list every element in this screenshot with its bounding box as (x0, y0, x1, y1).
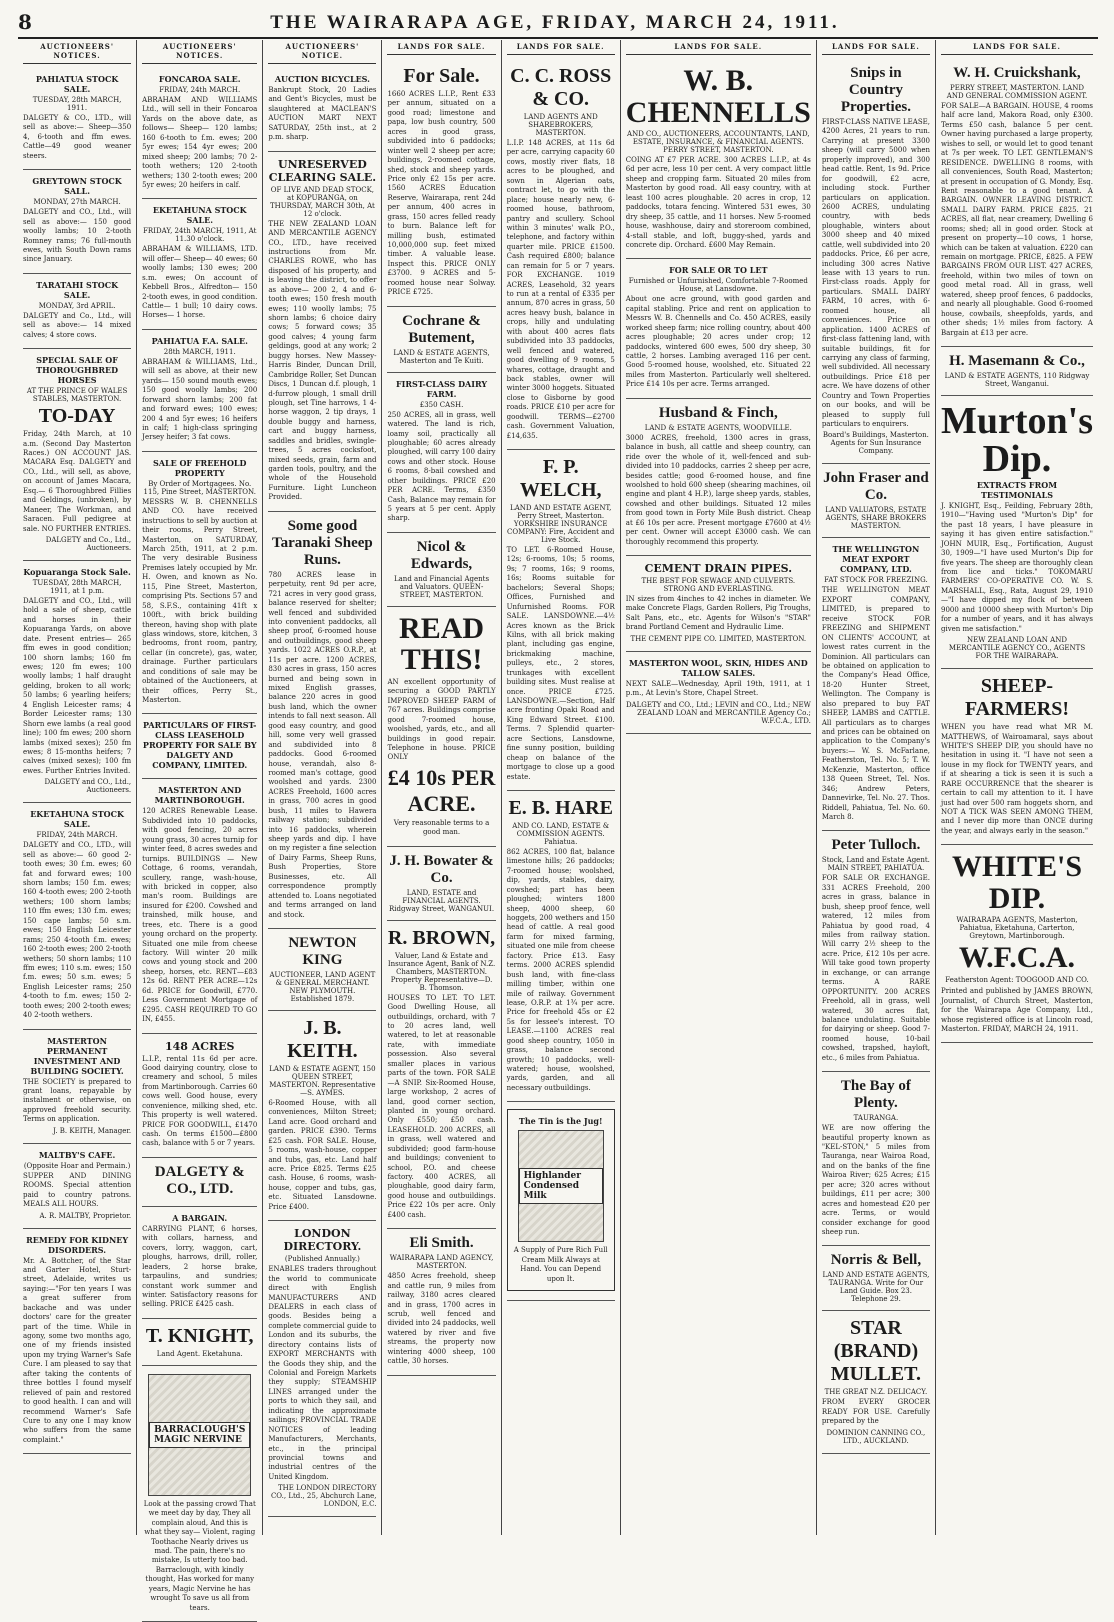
advert-body: 780 ACRES lease in perpetuity, rent 9d per acre, 721 acres in very good grass, balance reserved for shelter; well fenced and subdivided into convenient paddocks, all sheep proof, 6-roomed house and outbuildings, good sheep yards. 1022 ACRES O.R.P., at 11s per acre. 1200 ACRES, 830 acres in grass, 150 acres burned and being sown in mixed English grasses, balance 220 acres in good bush land, which the owner intends to fall next season. All good easy country, and good hill, some very well grassed and subdivided into 8 paddocks. Good 6-roomed house, verandah, also 8-roomed man's cottage, good woolshed and yards. 2300 ACRES Freehold, 1600 acres in grass, 700 acres in good bush, 11 miles to Hawera railway station; subdivided into 16 paddocks, wherein sheep yards and dip. I have on my register a fine selection of Dairy Farms, Sheep Runs, Bush Properties, Store Businesses, etc. All correspondence promptly attended to. Loans negotiated and terms arranged on land and stock. (268, 570, 377, 919)
advert-body: About one acre ground, with good garden and capital stabling. Price and rent on application to Messrs W. B. Chennells and Co. 450 ACRES, easily worked sheep farm; nice rolling country, about 400 acres ploughable; 20 acres under crop; 12 paddocks, wintered 600 ewes, 500 dry sheep, 30 cattle, 2 horses. Lambing averaged 116 per cent. Good 5-roomed house, woolshed, etc. Situated 22 miles from Masterton. Particularly well sheltered. Price £14 10s per acre. Terms arranged. (625, 295, 811, 389)
advert-title: READ THIS! (399, 611, 485, 677)
advert-title: T. KNIGHT, (145, 1324, 254, 1347)
advert-title: Some good Taranaki Sheep Runs. (272, 517, 373, 568)
advert-subtitle: AND CO. LAND, ESTATE & COMMISSION AGENTS. Pahiatua. (512, 821, 610, 846)
advert-title: R. BROWN, (387, 926, 496, 949)
advert (23, 1229, 131, 1455)
advert-signature: THE CEMENT PIPE CO. LIMITED, MASTERTON. (630, 634, 807, 643)
masthead (18, 12, 1098, 39)
advert-subtitle: £350 CASH. (419, 400, 464, 409)
advert-subtitle: AT THE PRINCE OF WALES STABLES, MASTERTON. (26, 387, 128, 404)
advert-subtitle: Valuer, Land & Estate and Insurance Agent, Bank of N.Z. Chambers, MASTERTON. Property Representative—D. B. Thomson. (387, 951, 496, 992)
advert-title: W. B. CHENNELLS (625, 64, 811, 129)
advert-body: J. KNIGHT, Esq., Feilding, February 28th, 1910—"Having used "Murton's Dip" for the past 18 years, I have pleasure in saying it has given entire satisfaction." JOHN MUIR, Esq., Fortification, August 30, 1909—"I have used Murton's Dip for five years. The sheep are thoroughly clean from lice and ticks." TOKOMARU FARMERS' CO-OPERATIVE CO. W. S. MARSHALL, Esq., Rata, August 29, 1910—"I have dipped my flock of between 9000 and 10000 sheep with Murton's Dip for a number of years, and it has always given me satisfaction." (940, 501, 1093, 633)
advert-body: TO LET. 6-Roomed House, 12s; 6-rooms, 10s; 5 rooms, 9s; 7 rooms, 16s; 9 rooms, 16s; Rooms suitable for bachelors; Several Shops; Offices, Furnished and Unfurnished Rooms. FOR SALE. LANSDOWNE.—4½ Acres known as the Brick Kilns, with all brick making plant, including gas engine, brickmaking machine, pulleys, etc., 2 stores, trunkages with excellent building sites. Must realise at once. PRICE £725. LANSDOWNE.—Section, Half acre fronting Opaki Road and King Edward Street. £100. Terms. 7 Splendid quarter-acre Sections, Lansdowne, fine sunny position, building cheap on balance of the mortgage to close up a good estate. (506, 546, 615, 781)
advert-body: WE are now offering the beautiful property known as "KEL-STON," 5 miles from Tauranga, near Wairoa Road, and on the banks of the fine Wairoa River; 625 Acres; £15 per acre; 320 acres without buildings, £11 per acre; 300 acres and homestead £20 per acre. Terms, or would consider exchange for good sheep run. (821, 1124, 930, 1236)
advert-title: MALTBY'S CAFE. (38, 1149, 116, 1160)
imprint: Printed and published by JAMES BROWN, Journalist, of Church Street, Masterton, for the Wairarapa Age Company, Ltd., whose registered office is at Lincoln road, Masterton. FRIDAY, MARCH 24, 1911. (940, 987, 1093, 1033)
column-2 (137, 40, 263, 1612)
advert-title: Murton's Dip. (940, 399, 1093, 480)
illustration (148, 1374, 251, 1496)
advert-signature: THE LONDON DIRECTORY CO., Ltd., 25, Abchurch Lane, LONDON, E.C. (270, 1484, 377, 1509)
advert (23, 349, 131, 561)
advert (507, 450, 615, 791)
advert (387, 607, 495, 847)
advert (23, 561, 131, 803)
advert-title: EKETAHUNA STOCK SALE. (152, 205, 247, 226)
advert-title: STAR (BRAND) MULLET. (830, 1317, 921, 1386)
brand-name: Highlander Condensed Milk (519, 1168, 603, 1204)
advert (268, 1011, 376, 1221)
advert-subtitle: 28th MARCH, 1911. (163, 347, 236, 356)
advert-title: J. B. KEITH. (287, 1016, 358, 1062)
advert-subtitle: MONDAY, 3rd APRIL. (38, 301, 116, 310)
advert (626, 652, 811, 734)
advert-body: FOR SALE—A BARGAIN. HOUSE, 4 rooms half acre land, Makora Road, only £300. Terms £50 cash, balance 5 per cent. Owner having purchased a large property, wishes to sell, or would let to good tenant at 7s per week. TO LET. GENTLEMAN'S RESIDENCE. DWELLING 8 rooms, with all conveniences, South Road, Masterton; at present in occupation of G. Mondy, Esq. Rent reasonable to a good tenant. A BARGAIN. OWNER LEAVING DISTRICT. SMALL DAIRY FARM. PRICE £825. 21 ACRES, all flat, near creamery, Dwelling 6 rooms; shed; all in good order. Stock at present on property—10 cows, 1 horse, which can be taken at valuation. £220 can remain on mortgage. PRICE, £825. A FEW BARGAINS FROM OUR LIST. 427 ACRES, freehold, within two miles of town on good metal road. All in grass, well watered, sheep proof fences, 6 paddocks, and nearly all ploughable. Good 6-roomed house, cowbails, sheepfolds, yards, and other sheds; 1½ miles from factory. A Bargain at £13 per acre. (940, 102, 1093, 337)
advert (626, 259, 811, 398)
advert-subtitle: TAURANGA. (853, 1114, 899, 1123)
advert (142, 714, 257, 779)
advert-title: REMEDY FOR KIDNEY DISORDERS. (26, 1234, 129, 1255)
advert-subtitle: TUESDAY, 28th MARCH, 1911, at 1 p.m. (32, 578, 122, 595)
advert-title: PAHIATUA STOCK SALE. (35, 74, 119, 94)
advert-body: ENABLES traders throughout the world to communicate direct with English MANUFACTURERS AND DEALERS in each class of goods. Besides being a complete commercial guide to London and its suburbs, the directory contains lists of EXPORT MERCHANTS with the Goods they ship, and the Colonial and Foreign Markets they supply; STEAMSHIP LINES arranged under the ports to which they sail, and indicating the approximate sailings; PROVINCIAL TRADE NOTICES of leading Manufacturers, Merchants, etc., in the principal provincial towns and industrial centres of the United Kingdom. (268, 1265, 377, 1481)
advert-body: A Supply of Pure Rich Full Cream Milk Always at Hand. You can Depend upon It. (513, 1246, 608, 1283)
advert-title: Husband & Finch, (658, 404, 778, 421)
advert-title: PAHIATUA F.A. SALE. (151, 335, 248, 346)
advert-subtitle: Land Agent. Eketahuna. (156, 1349, 243, 1358)
advert-body: AN excellent opportunity of securing a GOOD PARTLY IMPROVED SHEEP FARM of 767 acres. Buildings comprise good 7-roomed house, woolshed, yards, etc., and all buildings in good repair. Telephone in house. PRICE ONLY (387, 677, 496, 762)
advert-title: Peter Tulloch. (831, 837, 921, 854)
advert-body: L.I.P., rental 11s 6d per acre. Good dairying country, close to creamery and school, 5 miles from Martinborough. Carries 60 cows well. Good house, every convenience, milking shed, etc. This property is well watered. PRICE FOR GOODWILL, £1470 cash. On terms £1500—£800 cash, balance with 5 or 7 years. (142, 1054, 258, 1148)
advert (822, 1246, 930, 1311)
advert-title: A BARGAIN. (172, 1212, 228, 1223)
advert-body: ABRAHAM & WILLIAMS, LTD. will offer— Sheep— 40 ewes; 60 woolly lambs; 130 ewes; 200 s.m. ewes; On account of Kebbell Bros., Alfredton— 150 2-tooth ewes, in good condition. Cattle— 1 bull; 10 dairy cows. Horses— 1 horse. (142, 245, 258, 320)
milk-tin-icon (518, 1130, 604, 1242)
advert (387, 1229, 495, 1375)
advert (941, 347, 1093, 396)
advert-subtitle: LAND AND ESTATE AGENT, Perry Street, Masterton. YORKSHIRE INSURANCE COMPANY: Fire, Accident and Live Stock. (507, 504, 615, 544)
advert-body: Friday, 24th March, at 10 a.m. (Second Day Masterton Races.) ON ACCOUNT JAS. MACARA Esq. DALGETY and CO., Ltd., will sell, as above, on account of James Macara, Esq.— 6 Thoroughbred Fillies and Geldings, (unbroken), by Maneer, The Workman, and Saracen. Full pedigree at sale. NO FURTHER ENTRIES. (23, 430, 132, 533)
advert (23, 1030, 131, 1144)
advert-subtitle: THE GREAT N.Z. DELICACY. (824, 1388, 928, 1397)
advert-title: E. B. HARE (508, 796, 613, 819)
advert-subtitle: AUCTIONEER, LAND AGENT & GENERAL MERCHANT. NEW PLYMOUTH. Established 1879. (269, 970, 376, 1003)
advert-subtitle: FRIDAY, 24th MARCH. (159, 86, 241, 94)
column-heading: AUCTIONEERS' NOTICE. (268, 40, 376, 64)
column-8 (936, 40, 1098, 1535)
advert-title: 148 ACRES (164, 1039, 235, 1053)
advert-body: FOR SALE OR EXCHANGE. 331 ACRES Freehold, 200 acres in grass, balance in bush, sheep proof fence, well watered, 12 miles from Pahiatua by good road, 4 miles from railway station. Will carry 2½ sheep to the acre. Price, £12 10s per acre. Will take good town property in exchange, or can arrange terms. A RARE OPPORTUNITY. 200 ACRES Freehold, all in grass, well watered, 30 acres flat, balance undulating. Suitable for dairying or sheep. Good 7-roomed house, 10-bail cowshed, trapshed, hayloft, etc., 6 miles from Pahiatua. (821, 874, 930, 1062)
advert-body: ABRAHAM AND WILLIAMS Ltd., will sell in their Foncaroa Yards on the above date, as follows— Sheep— 120 lambs; 160 6-tooth to f.m. ewes; 200 5yr ewes; 154 4yr ewes; 200 mixed sheep; 200 lambs; 70 2-tooth wethers; 120 2-tooth wethers; 130 2-tooth ewes; 200 5yr ewes; 20 heifers in calf. (142, 96, 258, 189)
advert (142, 330, 257, 452)
advert-signature: NEW ZEALAND LOAN AND MERCANTILE AGENCY CO., AGENTS FOR THE WAIRARAPA. (948, 636, 1086, 661)
advert-body: Look at the passing crowd That we meet day by day, They all complain aloud, And this is what they say— Violent, raging Toothache Nearly drives us mad. The pain, there's no mistake, Is utterly too bad. Barraclough, with kindly thought, Has worked for many years, Magic Nervine he has wrought To save us all from tears. (143, 1499, 256, 1612)
advert (387, 921, 495, 1230)
advert-subtitle: LAND & ESTATE AGENTS, 110 Ridgway Street, Wanganui. (944, 371, 1090, 388)
advert (23, 170, 131, 274)
advert-body: FROM EVERY GROCER READY FOR USE. Carefully prepared by the (821, 1398, 930, 1426)
advert-subtitle: Furnished or Unfurnished, Comfortable 7-Roomed House, at Lansdowne. (628, 277, 808, 294)
column-4 (382, 40, 501, 1535)
advert (268, 68, 376, 152)
advert-subtitle: LAND AGENTS AND SHAREBROKERS, MASTERTON. (523, 113, 598, 137)
advert-subtitle: THE BEST FOR SEWAGE AND CULVERTS. STRONG AND EVERLASTING. (641, 577, 796, 593)
column-1 (18, 40, 137, 1535)
advert (941, 845, 1093, 1043)
advert (142, 68, 257, 199)
advert-title: SALE OF FREEHOLD PROPERTY (152, 457, 247, 478)
advert-body: Featherston Agent: TOOGOOD AND CO. (945, 975, 1089, 984)
advert-body: DALGETY and CO., Ltd., will sell as above:— 150 good woolly lambs; 10 2-tooth Romney rams; 76 full-mouth ewes, with South Down rams since January. (23, 208, 132, 264)
advert-title: UNRESERVED CLEARING SALE. (268, 157, 377, 184)
advert (142, 452, 257, 715)
advert-subtitle: MONDAY, 27th MARCH. (33, 198, 121, 207)
advert-subtitle: Stock, Land and Estate Agent. MAIN STREET, PAHIATUA. (821, 856, 930, 873)
advert-body: CARRYING PLANT, 6 horses, with collars, harness, and covers, lorry, waggon, cart, ploughs, harrows, drill, roller, leaders, 2 horse brake, tarpaulins, and sundries; constant work summer and winter. Satisfactory reasons for selling. PRICE £425 cash. (142, 1224, 258, 1309)
advert-display-line: TO-DAY (38, 405, 116, 428)
advert-subtitle: PERRY STREET, MASTERTON. LAND AND GENERAL COMMISSION AGENT. (946, 84, 1088, 100)
advert (23, 1144, 131, 1229)
advert-signature: DOMINION CANNING CO., LTD., AUCKLAND. (826, 1428, 926, 1445)
advert-title: John Fraser and Co. (823, 470, 929, 504)
advert-title: EKETAHUNA STOCK SALE. (30, 809, 124, 830)
advert-subtitle: LAND & ESTATE AGENTS, WOODVILLE. (644, 423, 792, 432)
advert-signature: DALGETY and CO., Ltd.; LEVIN and CO., Ltd.; NEW ZEALAND LOAN and MERCANTILE Agency Co.; W.F.C.A., LTD. (625, 700, 811, 725)
advert (387, 59, 495, 307)
advert (941, 396, 1093, 669)
advert-title: NEWTON KING (288, 934, 357, 968)
advert-body: COING AT £7 PER ACRE. 300 ACRES L.I.P., at 4s 6d per acre, less 10 per cent. A very compact little sheep and cropping farm. Situated 20 miles from Masterton by good road. All easy country, with at least 100 acres ploughable. 20 acres in crop, 12 paddocks, totara fencing. Wintered 531 ewes, 30 dry sheep, 35 cattle, and 11 horses. New 5-roomed house, washhouse, dairy and storeroom combined, 4-stall stable, and loft, buggy-shed, yards and concrete dip. Orchard. £600 May Remain. (625, 156, 811, 249)
advert-body: Mr. A. Bottcher, of the Star and Garter Hotel, Sturt-street, Adelaide, writes us saying:—"For ten years I was a great sufferer from backache and was under doctors' care for the greater part of the time. While in agony, some two months ago, one of my friends insisted upon my trying Warner's Safe Cure. I am pleased to say that after taking the contents of three bottles I found myself relieved of pain and restored to good health. I can and will recommend Warner's Safe Cure to any one I may know who suffers from the same complaint." (23, 1256, 132, 1444)
advert-body: 862 ACRES, 100 flat, balance limestone hills; 26 paddocks; 7-roomed house; woolshed, dip, yards, stables, dairy, cowshed; part has been ploughed; winters 1800 sheep, 4000 sheep, 60 hoggets, 200 wethers and 150 head of cattle. A real good farm for mixed farming, situated one mile from cheese factory. Price £13. Easy terms. 2000 ACRES splendid bush land, with fine-class milling timber, within one mile of railway. Government lease, O.R.P. at 1¾ per acre. Price for freehold 45s or £2 5s for lessee's interest. TO LEASE.—1100 ACRES real good sheep country, 1050 in grass, balance second growth; 10 paddocks, well-watered; house, woolshed, yards, garden, and all necessary outbuildings. (506, 847, 615, 1092)
advert-title: GREYTOWN STOCK SALL. (32, 176, 122, 197)
advert (387, 373, 495, 533)
advert-body: FIRST-CLASS NATIVE LEASE, 4200 Acres, 21 years to run. Carrying at present 3300 sheep (will carry 5000 when properly improved), and 300 head cattle. Rent, 1s 9d. Price for goodwill, £2 acre, including stock. Further particulars on application. 2600 ACRES, undulating country, with beds ploughable, winters about 3000 sheep and 40 mixed cattle, well subdivided into 20 paddocks. Price, £6 per acre, including 300 acres Native lease with 13 years to run. First-class roads. Apply for particulars. SMALL DAIRY FARM, 10 acres, with 6-roomed house, all conveniences. Price on application. 1400 ACRES of first-class fattening land, with suitable buildings, fit for carrying any class of farming, well subdivided. All necessary outbuildings. Price £18 per acre. We have dozens of other Country and Town Properties on our books, and will be pleased to supply full particulars to enquirers. (821, 118, 930, 428)
advert (507, 1102, 615, 1301)
column-5 (502, 40, 621, 1535)
advert-title: C. C. ROSS & CO. (510, 65, 612, 110)
advert-title: H. Masemann & Co., (949, 352, 1085, 369)
advert (142, 1207, 257, 1319)
advert-body: DALGETY and Co., Ltd., will sell as above:— 14 mixed calves; 4 store cows. (23, 311, 132, 339)
advert (941, 669, 1093, 845)
advert-body: THE NEW ZEALAND LOAN AND MERCANTILE AGENCY CO., LTD., have received instructions from Mr. CHARLES ROWE, who has disposed of his property, and is leaving the district, to offer as above— 200 2, 4 and 6-tooth ewes; 150 fresh mouth ewes; 110 woolly lambs; 75 shorn lambs; 6 choice dairy cows; 5 forward cows; 35 good calves; 4 young farm geldings, good at any work; 2 buggy horses. New Massey-Harris Binder, Duncan Drill, Cambridge Roller, Set Duncan Discs, 1 Duncan d.f. plough, 1 d-furrow plough, 1 small drill plough, set Tine harrows, 1 4-horse waggon, 2 tip drays, 1 double buggy and harness, cart and buggy harness, saddles and bridles, swingle-trees, 5 acres cocksfoot, mixed seeds, grain, farm and garden tools, poultry, and the whole of the Household Furniture. Light Luncheon Provided. (268, 219, 377, 502)
advert-title: FIRST-CLASS DAIRY FARM. (395, 378, 488, 399)
advert-subtitle: (Published Annually.) (284, 1255, 360, 1264)
advert-title: DALGETY & CO., LTD. (154, 1163, 245, 1197)
advert-title: Norris & Bell, (830, 1252, 922, 1269)
columns (18, 40, 1098, 1612)
advert-subtitle: LAND, ESTATE and FINANCIAL AGENTS. Ridgway Street, WANGANUI. (389, 888, 495, 913)
advert-subtitle: FRIDAY, 24th MARCH. (36, 831, 118, 840)
advert-subtitle: LAND VALUATORS, ESTATE AGENTS, SHARE BROKERS MASTERTON. (825, 506, 927, 531)
advert (822, 464, 930, 538)
newspaper-title: THE WAIRARAPA AGE, FRIDAY, MARCH 24, 1911. (270, 12, 840, 33)
column-6 (621, 40, 817, 1535)
advert-title: SPECIAL SALE OF THOROUGHBRED HORSES (36, 355, 119, 386)
advert-title: The Tin is the Jug! (518, 1116, 603, 1127)
column-heading: AUCTIONEERS' NOTICES. (23, 40, 131, 64)
advert-body: ABRAHAM & WILLIAMS, Ltd., will sell as above, at their new yards— 150 sound mouth ewes; 150 good woolly lambs; 200 forward shorn lambs; 200 fat and forward ewes; 100 ewes; 200 4 and 5yr ewes; 16 heifers in calf; 1 high-class springing Jersey heifer; 3 fat cows. (142, 357, 258, 442)
advert-body: THE WELLINGTON MEAT EXPORT COMPANY, LIMITED, is prepared to receive STOCK FOR FREEZING and SHIPMENT ON CLIENTS' ACCOUNT, at lowest rates current in the Dominion. All particulars can be obtained on application to the Company's Head Office, 18-20 Hunter Street, Wellington. The Company is also prepared to buy FAT SHEEP, LAMBS and CATTLE. All particulars as to charges and prices can be obtained on application to the Company's buyers:— W. S. McFarlane, Featherston, Tel. No. 5; T. W. McKenzie, Masterton, office 138 Queen Street, Tel. Nos. 346; Andrew Peters, Dannevirke, Tel. No. 27. Thos. Riddell, Pahiatua, Tel. No. 60. March 8. (821, 586, 930, 821)
advert-subtitle: TUESDAY, 28th MARCH, 1911. (32, 96, 122, 112)
advert-title: FOR SALE OR TO LET (669, 265, 768, 276)
advert-body: WHEN you have read what MR M. MATTHEWS, of Wairoamaral, says about WHITE'S SHEEP DIP, you should have no hesitation in using it. "I have not seen a louse in my flock for TWENTY years, and if at shearing a tick is seen it is such a RARE OCCURRENCE that the shearer is certain to call my attention to it. I have just had over 500 ram hoggets shorn, and NOT A TICK WAS SEEN AMONG THEM, and I never dip more than ONCE during the year, and always early in the season." (940, 723, 1093, 835)
advert (268, 929, 376, 1011)
advert-subtitle: By Order of Mortgagees. No. 115, Pine Street, MASTERTON. (143, 479, 256, 496)
advert-subtitle: EXTRACTS FROM TESTIMONIALS (976, 479, 1058, 500)
advert-body: IN sizes from 4inches to 42 inches in diameter. We make Concrete Flags, Garden Rollers, Pig Troughs, Salt Pans, etc., etc. Agents for Wilson's "STAR" brand Portland Cement and Hydraulic Lime. (625, 595, 811, 632)
advert (142, 199, 257, 330)
advert-subtitle: OF LIVE AND DEAD STOCK, at KOPURANGA, on THURSDAY, MARCH 30th, At 12 o'clock. (269, 185, 375, 218)
advert-body: HOUSES TO LET. TO LET. Good Dwelling House, all outbuildings, orchard, with 7 to 20 acres land, well watered, to let at reasonable rate, with immediate possession. Also several smaller places in various parts of the town. FOR SALE—A SNIP. Six-Roomed House, large workshop, 2 acres of land, good corner section, planted in young orchard. Only £550; £50 cash. LEASEHOLD. 200 ACRES, all in grass, well watered and subdivided; good farm-house and buildings; convenient to school, P.O. and cheese factory. 400 ACRES, all ploughable, good dairy farm, good house and outbuildings. Price £22 10s per acre. Only £400 cash. (387, 993, 496, 1219)
advert (23, 68, 131, 170)
advert-title: MASTERTON WOOL, SKIN, HIDES AND TALLOW SALES. (628, 657, 808, 678)
advert-body: THE SOCIETY is prepared to grant loans, repayable by instalment or otherwise, on approved freehold security. Terms on application. (23, 1077, 132, 1124)
advert (626, 556, 811, 652)
advert-title: THE WELLINGTON MEAT EXPORT COMPANY, LTD. (832, 544, 920, 575)
column-3 (263, 40, 382, 1535)
advert-body: 120 ACRES Renewable Lease. Subdivided into 10 paddocks, with good fencing, 20 acres young grass, 30 acres turnip for winter feed, 8 acres swedes and turnips. BUILDINGS — New Cottage, 6 rooms, verandah, scullery, range, wash-house, with bricked in copper, also man's room. Buildings are insured for £200. Cowshed and trainshed, milk house, and trees, etc. There is a good young orchard on the property. Situated one mile from cheese factory. Will winter 20 milk cows and young stock and 200 sheep, horses, etc. RENT—£83 12s 6d. RENT PER ACRE—12s 6d. PRICE for Goodwill, £770. Less Government Mortgage of £295. CASH REQUIRED TO GO IN, £455. (142, 807, 258, 1024)
advert (142, 1319, 257, 1366)
advert (507, 791, 615, 1102)
advert-signature: J. B. KEITH, Manager. (53, 1126, 132, 1135)
column-heading: LANDS FOR SALE. (387, 40, 495, 55)
advert-signature: Very reasonable terms to a good man. (393, 818, 490, 837)
advert (142, 1034, 257, 1158)
advert-title: Kopuaranga Stock Sale. (23, 566, 131, 577)
advert-title: AUCTION BICYCLES. (274, 74, 370, 84)
advert (387, 847, 495, 921)
advert (268, 1221, 376, 1517)
advert-body: DALGETY and CO., Ltd., will hold a sale of sheep, cattle and horses in their Kopuaranga Yards, on above date. Present entries— 265 ffm ewes in good condition; 100 shorn lambs; 160 fm ewes; 120 fm ewes; 100 woolly lambs; 1 half draught gelding, broken to all work; 50 lambs; 6 yearling heifers; 4 English Leicester rams; 4 Border Leicester rams; 130 Shorn ewe lambs (a real good line); 100 fm ewes; 200 shorn lambs (mixed sexes); 250 fm ewes; 8 15-months heifers; 7 calves (mixed sexes); 100 fm ewes. Further Entries Invited. (23, 596, 132, 775)
advert (23, 803, 131, 1029)
advert-signature: Board's Buildings, Masterton. Agents for Sun Insurance Company. (822, 431, 929, 456)
advert-body: L.I.P. 148 ACRES, at 11s 6d per acre, carrying capacity 60 cows, mostly river flats, 18 acres to be ploughed, and sown in Algerian oats, contract let, to go with the place; house nearly new, 6-roomed house, bathroom, pantry and scullery. School within 3 minutes' walk P.O., telephone, and factory within quarter mile. PRICE £1500. Cash required £800; balance can remain for 5 or 7 years. FOR EXCHANGE. 1019 ACRES, Leasehold, 32 years to run at a rental of £335 per annum, 870 acres in grass, 50 acres heavy bush, balance in crops, hilly and undulating with about 400 acres flats subdivided into 33 paddocks, well fenced and watered, good dwelling of 9 rooms, 5 whares, cottage, draught and back stables, owner will winter 3000 hoggets. Situated close to Gisborne by good roads. PRICE £10 per acre for goodwill. TERMS—£2700 cash. Government Valuation, £14,635. (506, 139, 615, 440)
advert-display-line: W.F.C.A. (958, 941, 1076, 975)
advert-title: WHITE'S DIP. (951, 850, 1083, 915)
advert (23, 274, 131, 349)
advert-title: FONCAROA SALE. (158, 74, 241, 84)
advert (626, 59, 811, 259)
advert-body: 3000 ACRES, freehold, 1300 acres in grass, balance in bush, all cattle and sheep country, can ride over the whole of it, well-fenced and sub-divided into 10 paddocks, carries 2 sheep per acre, besides cattle; good 6-roomed house, and fine woolshed to hold 600 sheep (shearing machines, oil engine and plant 4 H.P.), large sheep yards, stables, cowshed and other buildings. Situated 12 miles from good town in Forty Mile Bush district. Cheap at £6 10s per acre. Present mortgage £7600 at 4½ per cent. Owner will accept £3000 cash. We can thoroughly recommend this property. (625, 433, 811, 546)
advert-body: 250 ACRES, all in grass, well watered. The land is rich, loamy soil, practically all ploughable; 60 acres already ploughed, will carry 100 dairy cows and other stock. House 6 rooms, 8-bail cowshed and other buildings. PRICE £20 PER ACRE. Terms, £350 Cash, Balance may remain for 5 years at 5 per cent. Apply sharp. (387, 410, 496, 523)
advert-subtitle: Land and Financial Agents and Valuators. QUEEN-STREET, MASTERTON. (393, 574, 490, 599)
advert-body: Bankrupt Stock, 20 Ladies and Gent's Bicycles, must be slaughtered at MACLEAN'S AUCTION MART NEXT SATURDAY, 25th inst., at 2 p.m. sharp. (268, 86, 377, 142)
advert-body: DALGETY & CO., LTD., will sell as above:— Sheep—350 4, 6-tooth and ffm ewes. Cattle—49 good weaner steers. (23, 114, 132, 160)
advert-signature: DALGETY and Co., Ltd., Auctioneers. (45, 535, 132, 552)
advert-subtitle: LAND & ESTATE AGENTS, Masterton and Te Kuiti. (393, 348, 490, 365)
advert-subtitle: (Opposite Hoar and Permain.) (23, 1161, 131, 1170)
advert (822, 1072, 930, 1246)
advert-body: 4850 Acres freehold, sheep and cattle run, 9 miles from railway, 3180 acres cleared and in grass, 1700 acres in scrub, well fenced and divided into 24 paddocks, well watered by river and five streams, the property now wintering 4000 sheep, 100 cattle, 30 horses. (387, 1272, 496, 1366)
column-heading: LANDS FOR SALE. (507, 40, 615, 55)
advert-signature: DALGETY and CO., Ltd., Auctioneers. (44, 778, 132, 795)
advert (822, 538, 930, 831)
advert-title: CEMENT DRAIN PIPES. (644, 562, 793, 575)
advert-body: DALGETY and CO., LTD., will sell as above:— 60 good 2-tooth ewes; 30 f.m. ewes; 60 fat and forward ewes; 100 shorn lambs; 150 f.m. ewes; 160 4-tooth ewes; 200 2-tooth wethers; 100 shorn lambs; 110 ffm ewes; 130 f.m. ewes; 150 cape lambs; 50 s.m. ewes; 150 English Leicester rams; 250 4-tooth f.m. ewes; 160 2-tooth ewes; 200 2-tooth wethers; 50 shorn lambs; 110 ffm ewes; 110 s.m. ewes; 150 f.m. ewes; 50 s.m. ewes; 5 English Leicester rams; 250 4-tooth to f.m. ewes; 150 2-tooth ewes; 200 2-tooth ewes; 40 2-tooth wethers. (23, 841, 132, 1020)
column-heading: AUCTIONEERS' NOTICES. (142, 40, 257, 64)
advert-title: Cochrane & Butement, (402, 312, 481, 346)
advert-title: PARTICULARS OF FIRST-CLASS LEASEHOLD PROPERTY FOR SALE BY DALGETY AND COMPANY, LIMITED. (142, 720, 257, 771)
advert-title: W. H. Cruickshank, (953, 65, 1081, 81)
advert-subtitle: FRIDAY, 24th MARCH, 1911, At 11.30 o'clock. (143, 227, 257, 244)
advert-subtitle: WAIRARAPA LAND AGENCY, MASTERTON. (389, 1254, 494, 1271)
advert (387, 533, 495, 607)
advert-title: MASTERTON AND MARTINBOROUGH. (154, 785, 245, 806)
advert-body: MESSRS W. B. CHENNELLS AND CO. have received instructions to sell by auction at their rooms, Perry Street, Masterton, on SATURDAY, March 25th, 1911, at 2 p.m. The very desirable Business Premises lately occupied by Mr. H. Owen, and known as No. 115, Pine Street, Masterton, comprising Pts. Sections 57 and 58, S.F.S., containing 41ft x 100ft., with brick building thereon, having shop with plate glass windows, store, kitchen, 3 bedrooms, front room, pantry, cellar (in concrete), gas, water, drainage. Further particulars and conditions of sale may be obtained of the Auctioneers, at their offices, Perry St., Masterton. (142, 497, 258, 704)
advert (142, 1158, 257, 1207)
illustration-caption: BARRACLOUGH'S MAGIC NERVINE (149, 1422, 250, 1448)
advert (507, 59, 615, 450)
advert (822, 59, 930, 464)
advert-title: F. P. WELCH, (519, 456, 602, 501)
advert (142, 1366, 257, 1622)
advert (822, 831, 930, 1072)
advert-body: 6-Roomed House, with all conveniences, Milton Street; Land acre. Good orchard and garden. PRICE £390. Terms £25 cash. FOR SALE. House, 5 rooms, wash-house, copper and tubs, gas, etc. Land half acre. Price £825. Terms £25 cash. House, 6 rooms, wash-house, copper and tubs, gas, etc. Situated Lansdowne. Price £400. (268, 1098, 377, 1211)
advert-subtitle: LAND & ESTATE AGENT, 150 QUEEN STREET, MASTERTON. Representative—S. AYMES. (269, 1064, 376, 1097)
advert-title: TARATAHI STOCK SALE. (36, 279, 119, 300)
advert-title: Nicol & Edwards, (410, 538, 473, 572)
column-heading: LANDS FOR SALE. (941, 40, 1093, 55)
advert-title: MASTERTON PERMANENT INVESTMENT AND BUILDING SOCIETY. (30, 1035, 124, 1076)
advert-title: J. H. Bowater & Co. (389, 852, 494, 886)
advert (941, 59, 1093, 347)
advert-title: The Bay of Plenty. (840, 1078, 911, 1112)
advert-body: 1660 ACRES L.I.P., Rent £33 per annum, situated on a good road; limestone and papa, low bush country, 500 acres in good grass, subdivided into 6 paddocks; winter well 2 sheep per acre; buildings, 2-roomed cottage, shed, stock and sheep yards. Price only £2 15s per acre. 1560 ACRES Education Reserve, Wairarapa, rent 24d per annum, 400 acres in grass, 150 acres felled ready to burn. Balance left for milling bush, estimated 10,000,000 sup. feet mixed timber. A valuable lease. Inspect this. PRICE ONLY £3700. 9 ACRES and 5-roomed house near Solway. PRICE £725. (387, 90, 496, 297)
advert-title: Snips in Country Properties. (840, 65, 911, 115)
advert (626, 399, 811, 556)
product-illustration (507, 1109, 615, 1291)
advert-body: NEXT SALE—Wednesday, April 19th, 1911, at 1 p.m., At Levin's Store, Chapel Street. (625, 679, 811, 698)
advert-subtitle: WAIRARAPA AGENTS, Masterton, Pahiatua, Eketahuna, Carterton, Greytown, Martinborough. (956, 916, 1078, 941)
column-7 (817, 40, 936, 1535)
advert (822, 1311, 930, 1453)
advert-title: Eli Smith. (409, 1235, 474, 1252)
advert-title: LONDON DIRECTORY. (283, 1227, 362, 1254)
advert-signature: A. R. MALTBY, Proprietor. (39, 1211, 132, 1220)
advert-title: SHEEP-FARMERS! (964, 675, 1070, 721)
advert (387, 307, 495, 373)
advert-title: For Sale. (403, 65, 480, 87)
advert-body: SUPPER AND DINING ROOMS. Special attention paid to country patrons. MEALS ALL HOURS. (23, 1171, 132, 1209)
advert (268, 512, 376, 929)
advert (142, 779, 257, 1033)
advert-subtitle: FAT STOCK FOR FREEZING. (824, 576, 928, 585)
advert-price: £4 10s PER ACRE. (387, 764, 496, 816)
advert-subtitle: AND CO., AUCTIONEERS, ACCOUNTANTS, LAND, ESTATE, INSURANCE, & FINANCIAL AGENTS. PERRY STREET, MASTERTON. (627, 130, 810, 154)
advert-subtitle: LAND AND ESTATE AGENTS, TAURANGA. Write for Our Land Guide. Box 23. Telephone 29. (822, 1271, 930, 1304)
advert (268, 152, 376, 512)
page-number: 8 (18, 10, 32, 34)
column-heading: LANDS FOR SALE. (822, 40, 930, 55)
column-heading: LANDS FOR SALE. (626, 40, 811, 55)
